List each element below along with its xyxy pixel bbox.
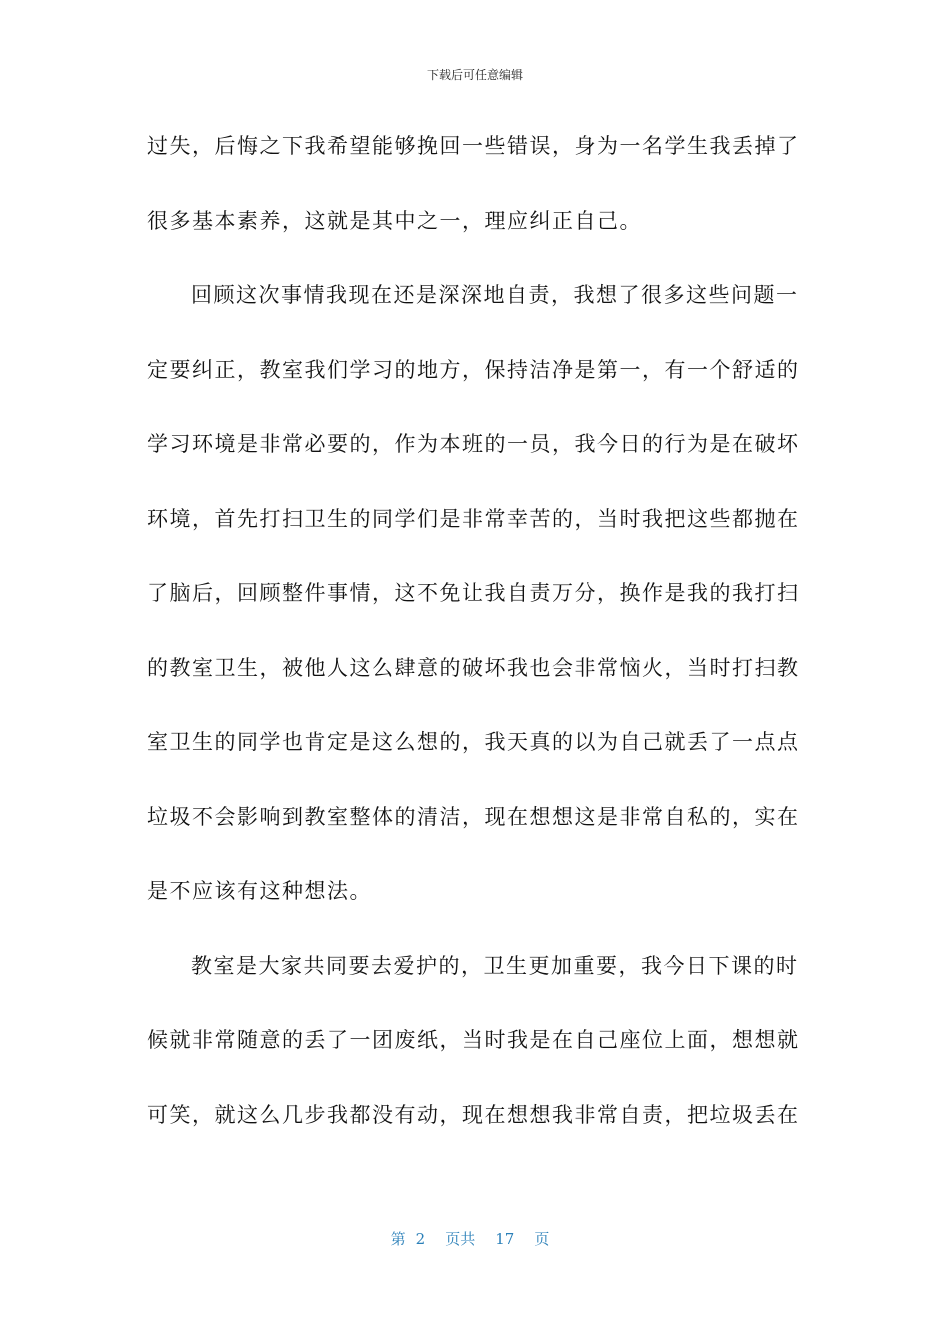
text-line: 了脑后，回顾整件事情，这不免让我自责万分，换作是我的我打扫	[147, 581, 800, 605]
text-line: 定要纠正，教室我们学习的地方，保持洁净是第一，有一个舒适的	[147, 357, 800, 382]
text-line: 教室是大家共同要去爱护的，卫生更加重要，我今日下课的时	[191, 953, 799, 978]
paragraph-2	[147, 279, 800, 950]
text-line: 回顾这次事情我现在还是深深地自责，我想了很多这些问题一	[191, 283, 799, 307]
text-line: 很多基本素养，这就是其中之一，理应纠正自己。	[147, 208, 642, 233]
document-body	[147, 130, 800, 1173]
text-line: 过失，后悔之下我希望能够挽回一些错误，身为一名学生我丢掉了	[147, 134, 800, 158]
text-line: 可笑，就这么几步我都没有动，现在想想我非常自责，把垃圾丢在	[147, 1102, 800, 1127]
footer-suffix: 页	[534, 1230, 550, 1248]
text-line: 环境，首先打扫卫生的同学们是非常幸苦的，当时我把这些都抛在	[147, 506, 800, 531]
paragraph-3	[147, 950, 800, 1174]
text-line: 室卫生的同学也肯定是这么想的，我天真的以为自己就丢了一点点	[147, 730, 800, 754]
text-line: 候就非常随意的丢了一团废纸，当时我是在自己座位上面，想想就	[147, 1028, 800, 1052]
text-line: 是不应该有这种想法。	[147, 879, 372, 903]
page-header: 下载后可任意编辑	[426, 68, 523, 82]
footer-middle: 页共	[445, 1230, 476, 1248]
footer-page-number: 2	[415, 1230, 426, 1248]
text-line: 垃圾不会影响到教室整体的清洁，现在想想这是非常自私的，实在	[147, 804, 800, 829]
text-line: 的教室卫生，被他人这么肆意的破坏我也会非常恼火，当时打扫教	[147, 655, 800, 680]
page-footer	[0, 1229, 950, 1249]
paragraph-1	[147, 130, 800, 279]
footer-total-pages: 17	[495, 1230, 515, 1248]
text-line: 学习环境是非常必要的，作为本班的一员，我今日的行为是在破坏	[147, 432, 800, 456]
footer-prefix: 第	[390, 1230, 406, 1248]
